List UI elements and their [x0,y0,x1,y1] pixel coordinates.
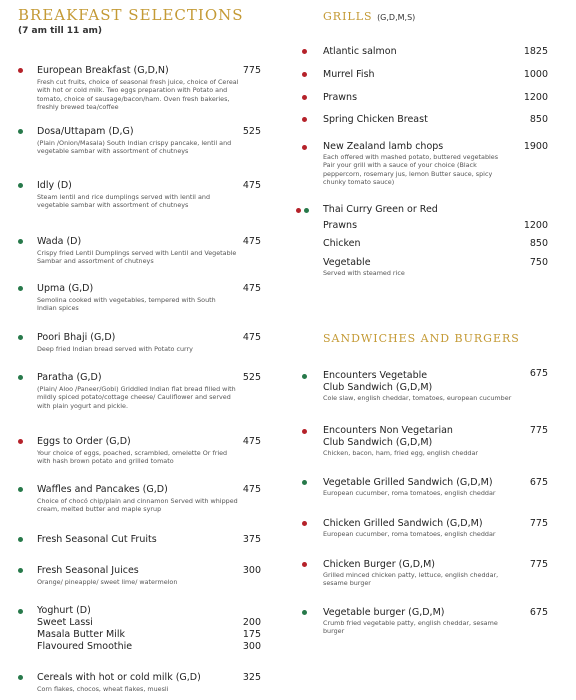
item-description: Cole slaw, english cheddar, tomatoes, european cucumber [323,394,512,402]
veg-indicator-icon [302,374,307,379]
veg-indicator-icon [302,480,307,485]
item-price: 175 [242,629,261,640]
item-name: Cereals with hot or cold milk (G,D) [37,672,201,683]
non-veg-indicator-icon [296,208,301,213]
item-description: Semolina cooked with vegetables, tempered with South Indian spices [37,296,216,313]
item-description: Your choice of eggs, poached, scrambled, omelette Or fried with hash brown potato and grilled tomato [37,449,228,466]
item-name: European Breakfast (G,D,N) [37,65,169,76]
item-price: 300 [242,565,261,576]
item-description: (Plain/ Aloo /Paneer/Gobi) Griddled Indian flat bread filled with mildly spiced potato/cottage cheese/ Cauliflower and served with plain yogurt and pickle. [37,385,236,410]
item-name-line2: Club Sandwich (G,D,M) [323,382,433,393]
item-description: Choice of chocó chip/plain and cinnamon Served with whipped cream, melted butter and maple syrup [37,497,238,514]
item-name: Encounters Non Vegetarian [323,425,453,436]
item-description: European cucumber, roma tomatoes, english cheddar [323,530,496,538]
item-price: 675 [529,368,548,379]
item-name: Vegetable burger (G,D,M) [323,607,445,618]
item-description: European cucumber, roma tomatoes, english cheddar [323,489,496,497]
item-name: Prawns [323,92,358,103]
item-price: 1000 [523,69,548,80]
item-price: 1900 [523,141,548,152]
item-name: Chicken [323,238,361,249]
item-description: Chicken, bacon, ham, fried egg, english cheddar [323,449,479,457]
item-description: Each offered with mashed potato, buttered vegetables Pair your grill with a sauce of your choice (Black peppercorn, rosemary jus, lemon Butter sauce, spicy chunky tomato sauce) [323,153,499,187]
item-name: Encounters Vegetable [323,370,428,381]
non-veg-indicator-icon [302,562,307,567]
item-description: Orange/ pineapple/ sweet lime/ watermelon [37,578,178,586]
item-name: Poori Bhaji (G,D) [37,332,116,343]
item-name: Idly (D) [37,180,72,191]
item-price: 475 [242,436,261,447]
item-price: 675 [529,477,548,488]
sandwiches-title: SANDWICHES AND BURGERS [323,332,520,345]
veg-indicator-icon [18,568,23,573]
item-price: 525 [242,126,261,137]
item-name: Dosa/Uttapam (D,G) [37,126,134,137]
item-description: Corn flakes, chocos, wheat flakes, muesli [37,685,169,693]
item-price: 675 [529,607,548,618]
veg-indicator-icon [18,537,23,542]
item-name: Eggs to Order (G,D) [37,436,131,447]
item-description: Crumb fried vegetable patty, english cheddar, sesame burger [323,619,498,636]
veg-indicator-icon [18,487,23,492]
item-name: Flavoured Smoothie [37,641,133,652]
item-name: Spring Chicken Breast [323,114,428,125]
item-price: 525 [242,372,261,383]
item-name: Vegetable Grilled Sandwich (G,D,M) [323,477,493,488]
item-description: Fresh cut fruits, choice of seasonal fresh juice, choice of Cereal with hot or cold milk. Two eggs preparation with Potato and tomato, choice of sausage/bacon/ham. Oven fresh bakeries, freshly brewed tea/coffee [37,78,239,112]
non-veg-indicator-icon [18,68,23,73]
item-price: 775 [242,65,261,76]
veg-indicator-icon [18,675,23,680]
item-name: Fresh Seasonal Juices [37,565,139,576]
veg-indicator-icon [18,183,23,188]
veg-indicator-icon [18,239,23,244]
item-price: 1200 [523,92,548,103]
item-price: 775 [529,559,548,570]
veg-indicator-icon [18,335,23,340]
non-veg-indicator-icon [302,72,307,77]
item-price: 475 [242,180,261,191]
grills-allergens: (G,D,M,S) [377,13,416,22]
item-name: Upma (G,D) [37,283,94,294]
item-name: Sweet Lassi [37,617,93,628]
non-veg-indicator-icon [302,429,307,434]
item-price: 475 [242,236,261,247]
item-description: Grilled minced chicken patty, lettuce, english cheddar, sesame burger [323,571,499,588]
item-name: Chicken Burger (G,D,M) [323,559,435,570]
item-name: Wada (D) [37,236,82,247]
veg-indicator-icon [18,375,23,380]
item-name: Atlantic salmon [323,46,397,57]
item-price: 775 [529,425,548,436]
veg-indicator-icon [302,610,307,615]
item-name: Thai Curry Green or Red [323,204,438,215]
item-price: 750 [529,257,548,268]
item-description: Crispy fried Lentil Dumplings served with Lentil and Vegetable Sambar and assortment of chutneys [37,249,237,266]
item-name: Murrel Fish [323,69,375,80]
item-name: New Zealand lamb chops [323,141,444,152]
veg-indicator-icon [18,129,23,134]
item-price: 775 [529,518,548,529]
item-name: Prawns [323,220,358,231]
item-price: 475 [242,283,261,294]
grills-title-text: GRILLS [323,10,373,23]
item-description: Served with steamed rice [323,269,405,277]
item-price: 850 [529,238,548,249]
item-description: (Plain /Onion/Masala) South Indian crispy pancake, lentil and vegetable sambar with assortment of chutneys [37,139,232,156]
item-price: 850 [529,114,548,125]
breakfast-title: BREAKFAST SELECTIONS [18,6,244,24]
item-price: 325 [242,672,261,683]
item-price: 300 [242,641,261,652]
non-veg-indicator-icon [302,117,307,122]
veg-indicator-icon [18,609,23,614]
non-veg-indicator-icon [18,439,23,444]
item-description: Steam lentil and rice dumplings served with lentil and vegetable sambar with assortment of chutneys [37,193,211,210]
non-veg-indicator-icon [302,145,307,150]
veg-indicator-icon [18,286,23,291]
item-name: Chicken Grilled Sandwich (G,D,M) [323,518,483,529]
item-name: Fresh Seasonal Cut Fruits [37,534,157,545]
item-description: Deep fried Indian bread served with Potato curry [37,345,193,353]
item-name-line2: Club Sandwich (G,D,M) [323,437,433,448]
item-price: 475 [242,332,261,343]
item-name: Masala Butter Milk [37,629,126,640]
non-veg-indicator-icon [302,95,307,100]
item-price: 1200 [523,220,548,231]
non-veg-indicator-icon [302,49,307,54]
item-price: 375 [242,534,261,545]
item-name: Vegetable [323,257,371,268]
item-name: Waffles and Pancakes (G,D) [37,484,168,495]
item-name: Paratha (G,D) [37,372,102,383]
item-price: 200 [242,617,261,628]
item-price: 1825 [523,46,548,57]
non-veg-indicator-icon [302,521,307,526]
item-name: Yoghurt (D) [37,605,91,616]
item-price: 475 [242,484,261,495]
grills-title [323,10,415,23]
veg-indicator-icon [304,208,309,213]
breakfast-hours: (7 am till 11 am) [18,26,103,36]
